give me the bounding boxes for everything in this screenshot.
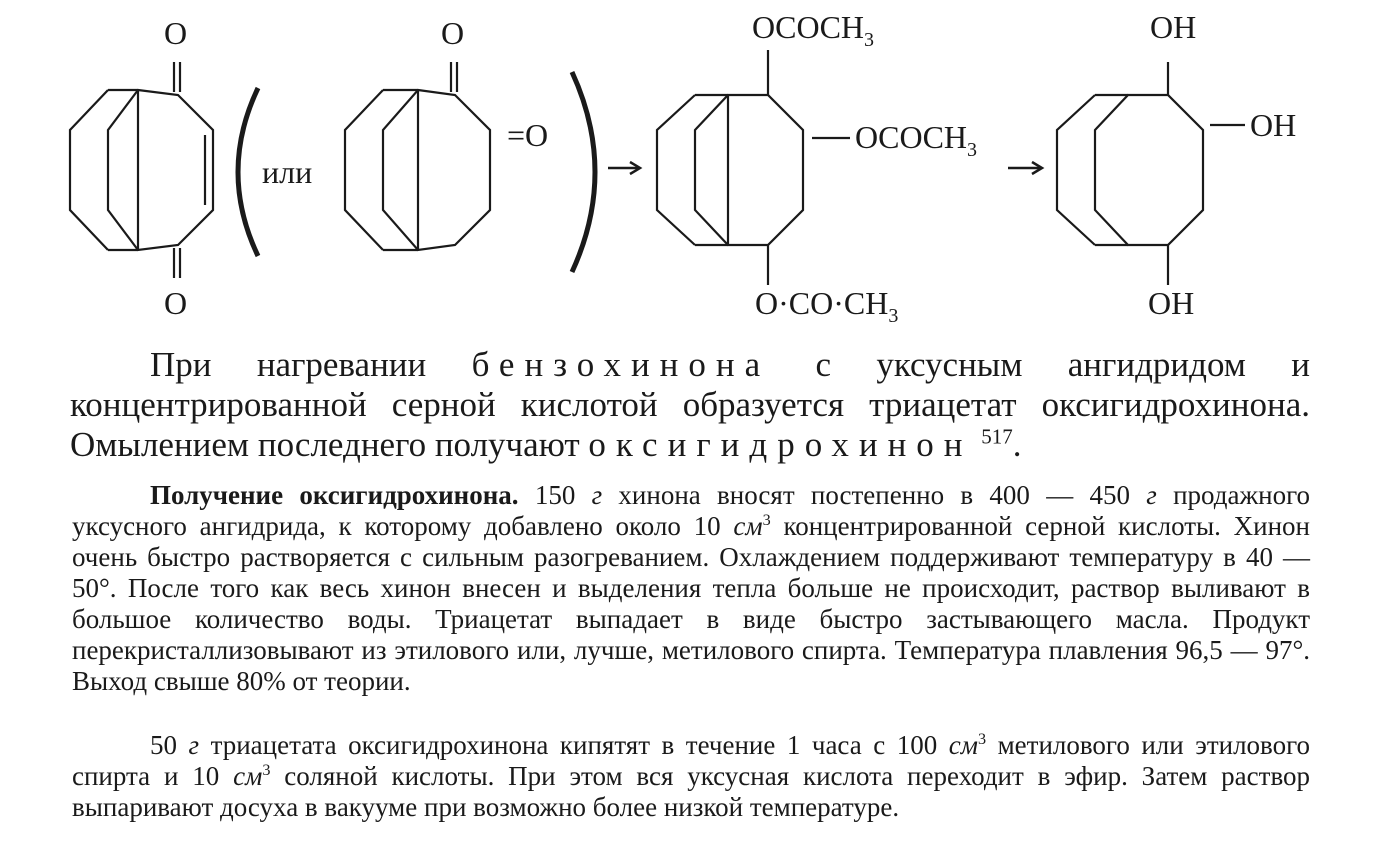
triacetate-structure xyxy=(657,50,850,285)
hydroxyhydroquinone-structure xyxy=(1057,62,1245,285)
reaction-scheme xyxy=(0,0,1385,340)
intro-spaced-hydroxyhydroquinone: оксигидрохинон xyxy=(588,425,973,464)
intro-spaced-benzoquinone: бензохинона xyxy=(471,345,771,384)
triacetate-bottom-group: $O\cdot CO\cdot CH_3$ xyxy=(755,285,899,327)
quinone-top-o: O xyxy=(164,15,188,51)
para-quinone-structure xyxy=(70,62,213,278)
left-parenthesis xyxy=(238,88,258,256)
reaction-arrow-2 xyxy=(1008,162,1042,174)
procedure-paragraph: Получение оксигидрохинона. 150 г хинона вносят постепенно в 400 — 450 г продажного уксусного ангидрида, к которому добавлено около 10 $см^3$ концентрированной серной кислоты. Хинон очень быстро растворяется с сильным разогреванием. Охлаждением поддерживают температуру в 40 — 50°. После того как весь хинон внесен и выделения тепла больше не происходит, раствор выливают в большое количество воды. Триацетат выпадает в виде быстро застывающего масла. Продукт перекристаллизовывают из этилового или, лучше, метилового спирта. Температура плавления 96,5 — 97°. Выход свыше 80% от теории. xyxy=(72,480,1311,696)
intro-text-1: При нагревании xyxy=(150,345,472,384)
reference-number: 517 xyxy=(981,424,1013,449)
product-top-oh: OH xyxy=(1150,9,1197,45)
intro-paragraph: При нагревании бензохинона с уксусным ангидридом и концентрированной серной кислотой образуется триацетат оксигидрохинона. Омылением последнего получают оксигидрохинон $^{517}$. xyxy=(70,345,1310,464)
saponification-paragraph: 50 г триацетата оксигидрохинона кипятят в течение 1 часа с 100 $см^3$ метилового или этилового спирта и 10 $см^3$ соляной кислоты. При этом вся уксусная кислота переходит в эфир. Затем раствор выпаривают досуха в вакууме при возможно более низкой температуре. xyxy=(72,730,1311,822)
right-parenthesis xyxy=(572,72,595,272)
triacetate-top-group: $OCOCH_3$ xyxy=(752,9,875,51)
product-right-oh: OH xyxy=(1250,107,1297,143)
triacetate-right-group: $OCOCH_3$ xyxy=(855,119,978,161)
reaction-arrow-1 xyxy=(608,162,640,174)
quinone-bottom-o: O xyxy=(164,285,188,321)
ortho-quinone-structure xyxy=(345,62,490,250)
procedure-heading: Получение оксигидрохинона. xyxy=(150,480,519,510)
orthoquinone-side-o: =O xyxy=(507,117,549,153)
product-bottom-oh: OH xyxy=(1148,285,1195,321)
orthoquinone-top-o: O xyxy=(441,15,465,51)
or-label: или xyxy=(262,154,313,190)
intro-text-2: с уксусным ангидридом и концентрированной серной кислотой образуется триацетат оксигидрохинона. Омылением последнего получают xyxy=(70,345,1310,464)
